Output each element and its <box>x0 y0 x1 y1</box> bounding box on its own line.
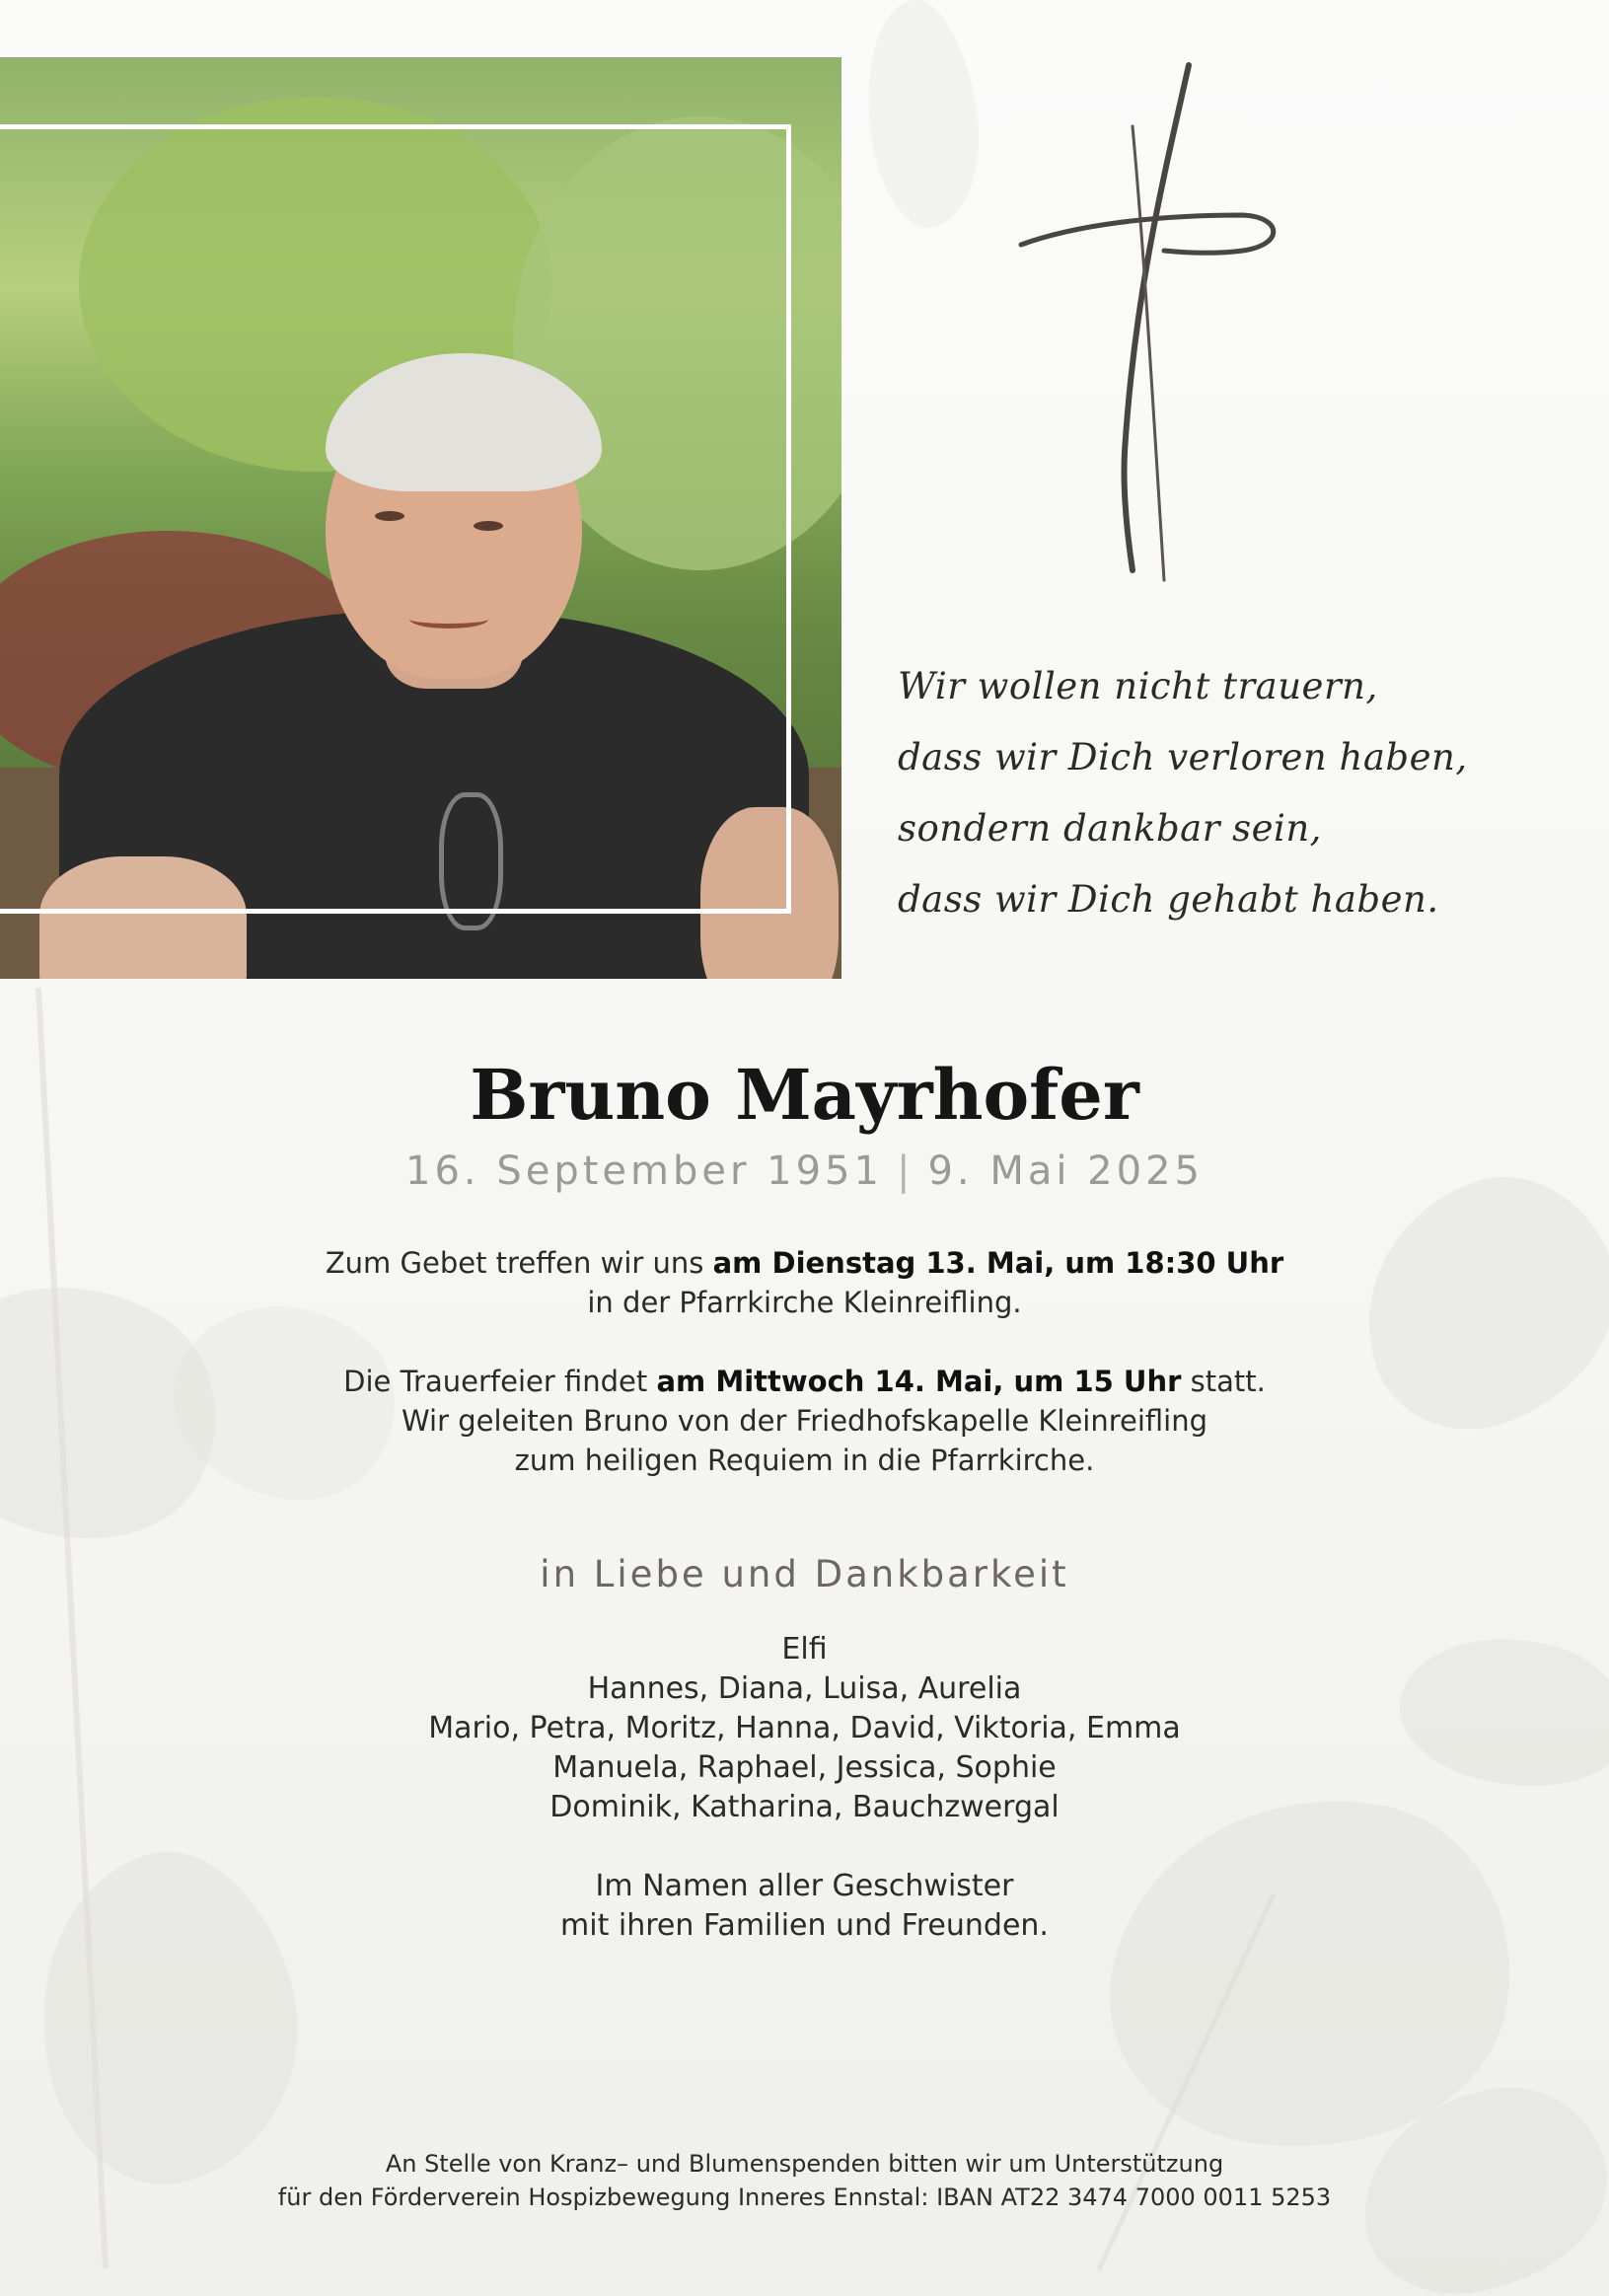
death-date: 9. Mai 2025 <box>927 1148 1204 1194</box>
prayer-where: in der Pfarrkirche Kleinreifling. <box>587 1286 1022 1319</box>
mourner-line: Manuela, Raphael, Jessica, Sophie <box>552 1750 1057 1785</box>
portrait-photo <box>0 57 841 979</box>
closing-line: mit ihren Familien und Freunden. <box>560 1908 1049 1943</box>
funeral-notice <box>0 1362 1609 1480</box>
funeral-when: am Mittwoch 14. Mai, um 15 Uhr <box>656 1365 1182 1398</box>
date-separator: | <box>896 1148 914 1194</box>
poem-line: dass wir Dich verloren haben, <box>898 736 1468 778</box>
poem <box>898 651 1468 935</box>
footer-line: An Stelle von Kranz– und Blumenspenden bitten wir um Unterstützung <box>385 2150 1224 2178</box>
prayer-notice <box>0 1243 1609 1322</box>
closing-line: Im Namen aller Geschwister <box>595 1869 1014 1903</box>
mourners-closing <box>0 1867 1609 1946</box>
funeral-outro: statt. <box>1181 1365 1266 1398</box>
funeral-line: zum heiligen Requiem in die Pfarrkirche. <box>514 1444 1095 1477</box>
cross-icon <box>1016 57 1292 590</box>
prayer-when: am Dienstag 13. Mai, um 18:30 Uhr <box>712 1246 1284 1280</box>
funeral-intro: Die Trauerfeier findet <box>343 1365 657 1398</box>
background-leaf <box>849 0 995 235</box>
poem-line: Wir wollen nicht trauern, <box>898 665 1378 707</box>
poem-line: sondern dankbar sein, <box>898 807 1322 850</box>
poem-line: dass wir Dich gehabt haben. <box>898 878 1439 921</box>
birth-date: 16. September 1951 <box>405 1148 883 1194</box>
mourners-heading: in Liebe und Dankbarkeit <box>540 1553 1069 1595</box>
mourners-list <box>0 1630 1609 1827</box>
mourner-line: Mario, Petra, Moritz, Hanna, David, Viktoria, Emma <box>428 1711 1181 1745</box>
footer-line: für den Förderverein Hospizbewegung Inneres Ennstal: IBAN AT22 3474 7000 0011 5253 <box>277 2184 1332 2211</box>
mourner-line: Dominik, Katharina, Bauchzwergal <box>549 1790 1060 1824</box>
mourner-line: Hannes, Diana, Luisa, Aurelia <box>587 1671 1022 1706</box>
photo-frame <box>0 124 791 914</box>
life-dates <box>0 1148 1609 1194</box>
funeral-line: Wir geleiten Bruno von der Friedhofskapelle Kleinreifling <box>401 1404 1208 1438</box>
mourner-line: Elfi <box>781 1632 828 1666</box>
deceased-name: Bruno Mayrhofer <box>470 1054 1139 1136</box>
prayer-intro: Zum Gebet treffen wir uns <box>325 1246 713 1280</box>
donation-footer <box>0 2147 1609 2214</box>
